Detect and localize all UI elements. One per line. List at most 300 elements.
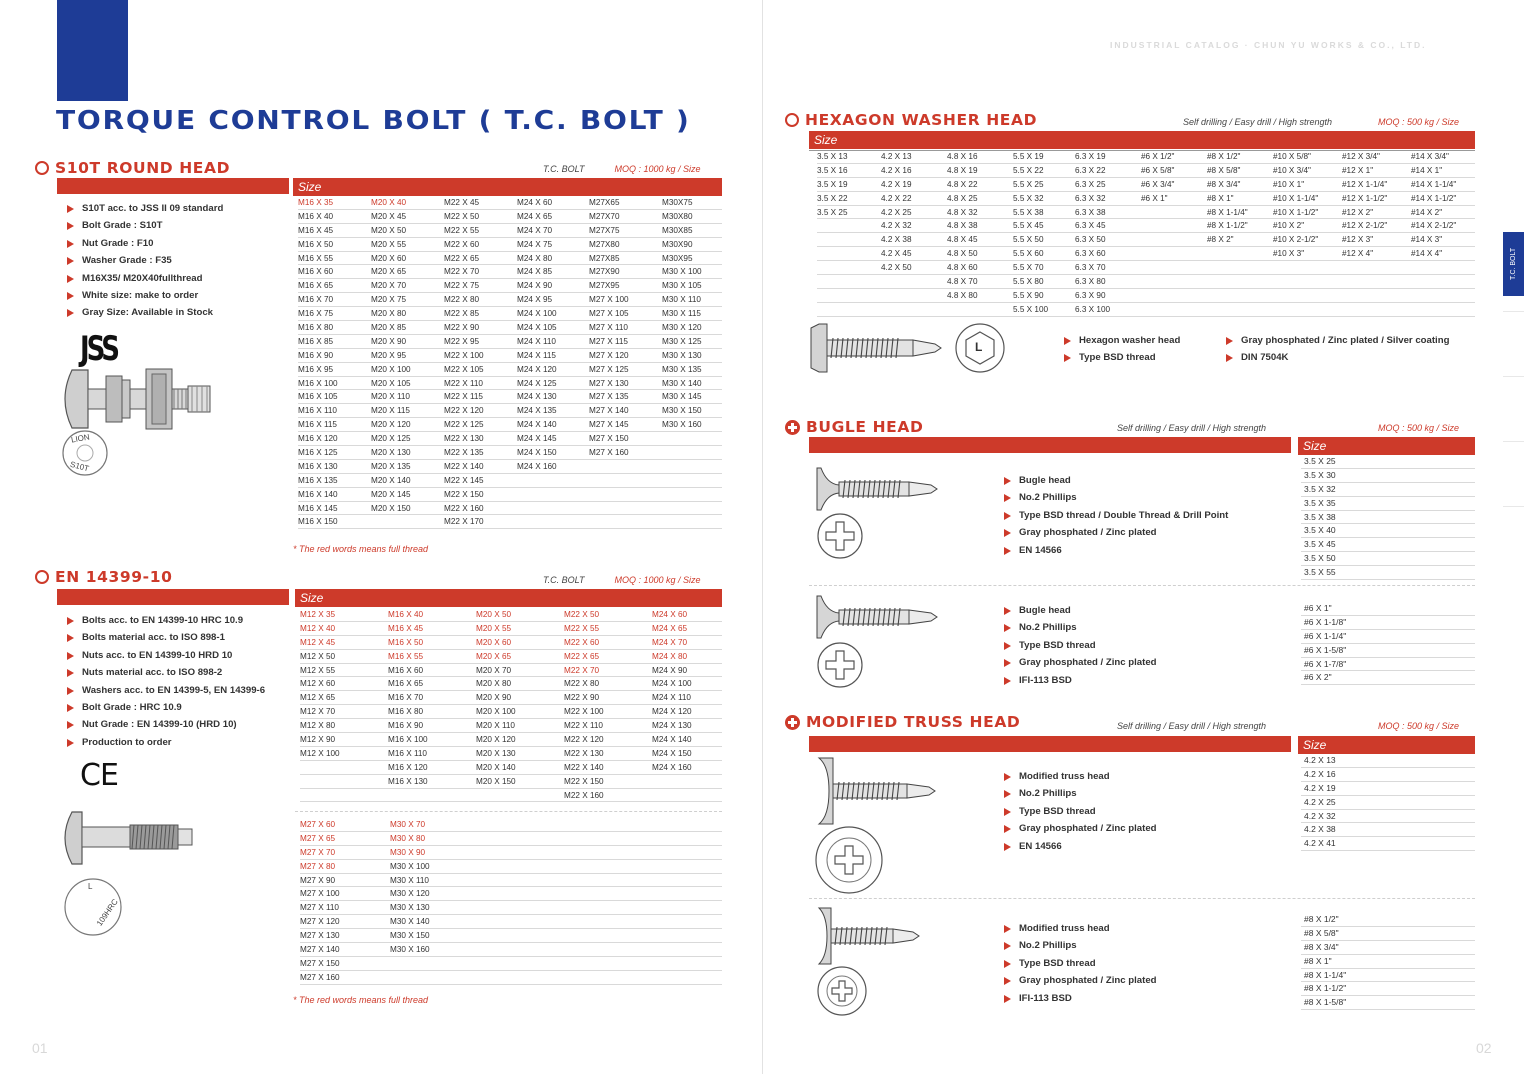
size-cell: M22 X 65: [564, 651, 600, 661]
size-cell: M16 X 70: [298, 295, 334, 305]
size-cell: 4.2 X 38: [1301, 823, 1475, 837]
size-cell: 5.5 X 45: [1013, 221, 1044, 231]
en14399-size-header: Size: [295, 589, 722, 607]
size-cell: 3.5 X 16: [817, 165, 848, 175]
size-cell: #6 X 1-7/8": [1301, 658, 1475, 672]
size-cell: [652, 789, 722, 802]
size-cell: [817, 219, 881, 232]
size-cell: M16 X 45: [298, 225, 334, 235]
size-cell: M27 X 130: [589, 378, 629, 388]
size-cell: [1207, 303, 1273, 316]
size-cell: M22 X 120: [444, 406, 484, 416]
table-row: [300, 650, 722, 664]
size-cell: M16 X 125: [298, 448, 338, 458]
size-cell: M22 X 110: [444, 378, 483, 388]
size-cell: M27X80: [589, 239, 620, 249]
size-cell: #8 X 1": [1207, 193, 1234, 203]
table-row: [300, 761, 722, 775]
feature-item: Modified truss head: [1003, 923, 1157, 940]
size-cell: 6.3 X 19: [1075, 152, 1106, 161]
size-cell: 3.5 X 55: [1301, 566, 1475, 580]
size-cell: M24 X 85: [517, 267, 553, 277]
hex-head-mark: L: [975, 340, 983, 354]
size-cell: [1141, 275, 1207, 288]
size-cell: M16 X 80: [298, 323, 334, 333]
size-cell: M27 X 115: [589, 336, 628, 346]
size-cell: M24 X 140: [652, 735, 692, 745]
table-row: [298, 224, 722, 238]
size-cell: 4.2 X 19: [881, 179, 912, 189]
size-cell: [476, 789, 564, 802]
size-cell: 3.5 X 25: [817, 207, 848, 217]
size-cell: 3.5 X 30: [1301, 469, 1475, 483]
size-cell: M16 X 145: [298, 503, 338, 513]
s10t-size-table: [298, 196, 722, 529]
size-cell: #6 X 2": [1301, 671, 1475, 685]
table-row: [298, 377, 722, 391]
feature-item: No.2 Phillips: [1003, 940, 1157, 957]
size-cell: #12 X 4": [1342, 249, 1374, 259]
feature-item: Hexagon washer head: [1063, 335, 1180, 352]
size-cell: 4.8 X 38: [947, 221, 978, 231]
size-cell: M22 X 160: [564, 790, 604, 800]
size-cell: #8 X 5/8": [1301, 927, 1475, 941]
size-cell: #12 X 2-1/2": [1342, 221, 1388, 231]
size-cell: M27 X 60: [300, 820, 336, 829]
size-cell: M20 X 60: [371, 253, 407, 263]
size-cell: 3.5 X 13: [817, 152, 848, 161]
size-cell: M20 X 150: [476, 776, 516, 786]
size-cell: M20 X 105: [371, 378, 411, 388]
size-cell: M30X75: [662, 198, 693, 207]
size-cell: 4.2 X 25: [1301, 796, 1475, 810]
size-cell: M24 X 65: [517, 211, 553, 221]
size-cell: M24 X 110: [652, 693, 691, 703]
size-cell: 4.8 X 25: [947, 193, 978, 203]
size-cell: [881, 303, 947, 316]
size-cell: M24 X 100: [517, 309, 557, 319]
size-cell: #6 X 1-5/8": [1301, 644, 1475, 658]
hex-moq: MOQ : 500 kg / Size: [1378, 117, 1460, 127]
size-cell: 6.3 X 50: [1075, 235, 1106, 245]
size-cell: M16 X 45: [388, 623, 424, 633]
en14399-meta: T.C. BOLT MOQ : 1000 kg / Size: [543, 575, 701, 585]
hex-features-a: [1063, 335, 1180, 370]
size-cell: #10 X 1": [1273, 179, 1305, 189]
en14399-size-table-large: [300, 818, 722, 985]
s10t-red-bar: [57, 178, 289, 194]
size-cell: M27X95: [589, 281, 620, 291]
size-cell: [1207, 261, 1273, 274]
size-cell: M20 X 65: [476, 651, 512, 661]
feature-item: Type BSD thread / Double Thread & Drill Point: [1003, 510, 1228, 527]
feature-item: Nuts material acc. to ISO 898-2: [66, 667, 265, 684]
size-cell: M24 X 95: [517, 295, 553, 305]
feature-item: Nut Grade : F10: [66, 238, 223, 255]
size-cell: M22 X 60: [444, 239, 480, 249]
page-number-left: 01: [32, 1040, 48, 1056]
size-cell: M16 X 60: [388, 665, 424, 675]
size-cell: M20 X 120: [371, 420, 411, 430]
size-cell: 6.3 X 22: [1075, 165, 1106, 175]
size-cell: M20 X 90: [476, 693, 512, 703]
table-row: [298, 238, 722, 252]
size-cell: #12 X 3": [1342, 235, 1374, 245]
table-row: [298, 210, 722, 224]
table-row: [298, 474, 722, 488]
size-cell: M22 X 110: [564, 721, 603, 731]
truss-moq: MOQ : 500 kg / Size: [1378, 721, 1460, 731]
size-cell: M20 X 145: [371, 489, 411, 499]
size-cell: M16 X 40: [388, 610, 424, 619]
feature-item: EN 14566: [1003, 841, 1157, 858]
size-cell: M22 X 115: [444, 392, 483, 402]
size-cell: M30X80: [662, 211, 693, 221]
size-cell: 4.2 X 16: [881, 165, 912, 175]
size-cell: [1273, 275, 1342, 288]
feature-item: M16X35/ M20X40fullthread: [66, 273, 223, 290]
truss-screw-illustration: [815, 758, 941, 824]
size-cell: M16 X 140: [298, 489, 338, 499]
size-cell: M20 X 135: [371, 461, 411, 471]
size-cell: #8 X 2": [1207, 235, 1234, 245]
size-cell: M22 X 85: [444, 309, 480, 319]
size-cell: M30 X 120: [390, 889, 430, 899]
size-cell: M22 X 140: [564, 762, 604, 772]
catalog-page-left: [0, 0, 760, 1074]
size-cell: M22 X 90: [564, 693, 600, 703]
size-cell: [1141, 247, 1207, 260]
size-cell: M20 X 50: [371, 225, 407, 235]
size-cell: M16 X 105: [298, 392, 338, 402]
size-cell: M24 X 120: [652, 707, 692, 717]
size-cell: M22 X 150: [444, 489, 484, 499]
size-cell: M27 X 65: [300, 833, 336, 843]
size-cell: M16 X 120: [298, 434, 338, 444]
table-row: [298, 321, 722, 335]
table-row: [298, 502, 722, 516]
size-cell: M30 X 115: [662, 309, 701, 319]
feature-item: Washers acc. to EN 14399-5, EN 14399-6: [66, 685, 265, 702]
size-cell: M30 X 110: [662, 295, 701, 305]
s10t-note: * The red words means full thread: [293, 544, 429, 554]
side-tab-divider: [1503, 506, 1524, 507]
size-cell: M30 X 140: [390, 917, 430, 927]
size-cell: M22 X 140: [444, 461, 484, 471]
size-cell: M16 X 120: [388, 762, 428, 772]
size-cell: [817, 261, 881, 274]
feature-item: Washer Grade : F35: [66, 255, 223, 272]
size-cell: M30X85: [662, 225, 693, 235]
size-cell: M22 X 95: [444, 336, 480, 346]
size-cell: M20 X 90: [371, 336, 407, 346]
size-cell: M24 X 160: [517, 461, 557, 471]
size-cell: [589, 502, 662, 515]
size-cell: M27 X 150: [300, 958, 340, 968]
size-cell: M27 X 110: [300, 903, 339, 913]
feature-item: Bugle head: [1003, 605, 1157, 622]
size-cell: 6.3 X 70: [1075, 263, 1106, 273]
size-cell: M24 X 105: [517, 323, 557, 333]
size-cell: M20 X 120: [476, 735, 516, 745]
table-row: [298, 432, 722, 446]
size-cell: #8 X 1-1/4": [1207, 207, 1248, 217]
size-cell: 4.2 X 13: [881, 152, 912, 161]
hex-size-table: [817, 150, 1475, 317]
size-cell: M20 X 110: [371, 392, 410, 402]
table-row: [817, 303, 1475, 317]
size-cell: #14 X 1-1/4": [1411, 179, 1457, 189]
size-cell: M24 X 100: [652, 679, 692, 689]
size-cell: [517, 488, 589, 501]
size-cell: #14 X 2-1/2": [1411, 221, 1457, 231]
size-cell: M22 X 105: [444, 364, 484, 374]
feature-item: No.2 Phillips: [1003, 492, 1228, 509]
size-cell: M16 X 65: [298, 281, 334, 291]
catalog-watermark: INDUSTRIAL CATALOG · CHUN YU WORKS & CO., LTD.: [1110, 40, 1427, 50]
size-cell: M24 X 120: [517, 364, 557, 374]
size-cell: M30 X 90: [390, 847, 426, 857]
feature-item: Bugle head: [1003, 475, 1228, 492]
size-cell: M27 X 160: [589, 448, 629, 458]
table-row: [298, 446, 722, 460]
feature-item: Production to order: [66, 737, 265, 754]
size-cell: M30 X 160: [662, 420, 702, 430]
feature-item: DIN 7504K: [1225, 352, 1449, 369]
table-row: [300, 664, 722, 678]
truss-features-a: [1003, 771, 1157, 858]
size-cell: M16 X 75: [298, 309, 334, 319]
en14399-size-table: [300, 608, 722, 802]
table-row: [817, 289, 1475, 303]
table-row: [300, 957, 722, 971]
plus-circle-icon: [785, 420, 800, 435]
size-cell: [662, 446, 722, 459]
size-cell: [947, 303, 1013, 316]
size-cell: [662, 432, 722, 445]
table-row: [300, 971, 722, 985]
size-cell: [817, 275, 881, 288]
brand-color-block: [57, 0, 128, 101]
size-cell: [817, 289, 881, 302]
size-cell: M22 X 150: [564, 776, 604, 786]
size-cell: [1207, 289, 1273, 302]
en14399-features: [66, 615, 265, 754]
size-cell: #8 X 1-1/2": [1207, 221, 1248, 231]
table-row: [298, 488, 722, 502]
size-cell: M16 X 50: [298, 239, 334, 249]
size-cell: #14 X 3": [1411, 235, 1443, 245]
size-cell: M20 X 140: [371, 475, 411, 485]
size-cell: M30X90: [662, 239, 693, 249]
size-cell: M12 X 50: [300, 651, 336, 661]
table-row: [300, 887, 722, 901]
size-cell: 4.8 X 45: [947, 235, 978, 245]
truss-sizes-a: [1301, 754, 1475, 851]
table-row: [300, 860, 722, 874]
size-cell: M24 X 130: [652, 721, 692, 731]
size-cell: [881, 275, 947, 288]
size-cell: M22 X 45: [444, 198, 480, 207]
size-cell: M12 X 90: [300, 735, 336, 745]
feature-item: Gray phosphated / Zinc plated / Silver coating: [1225, 335, 1449, 352]
table-row: [298, 279, 722, 293]
size-cell: [1207, 247, 1273, 260]
size-cell: 6.3 X 80: [1075, 277, 1106, 287]
feature-item: Gray phosphated / Zinc plated: [1003, 657, 1157, 674]
size-cell: 3.5 X 35: [1301, 497, 1475, 511]
s10t-features: [66, 203, 223, 325]
size-cell: M20 X 100: [371, 364, 411, 374]
size-cell: M16 X 55: [298, 253, 334, 263]
size-cell: 4.8 X 80: [947, 290, 978, 300]
size-cell: [662, 515, 722, 528]
size-cell: M16 X 60: [298, 267, 334, 277]
size-cell: M20 X 110: [476, 721, 515, 731]
size-cell: [300, 775, 388, 788]
circle-bullet-icon: [35, 570, 49, 584]
size-cell: M30 X 140: [662, 378, 702, 388]
size-cell: M30 X 130: [662, 350, 702, 360]
bugle-moq: MOQ : 500 kg / Size: [1378, 423, 1460, 433]
size-cell: [1411, 289, 1465, 302]
size-cell: 4.2 X 41: [1301, 837, 1475, 851]
s10t-section-title: S10T ROUND HEAD: [35, 159, 230, 177]
size-cell: 3.5 X 22: [817, 193, 848, 203]
size-cell: 4.2 X 22: [881, 193, 912, 203]
feature-item: IFI-113 BSD: [1003, 993, 1157, 1010]
phillips-head-top-view: [817, 513, 863, 559]
size-cell: M12 X 100: [300, 748, 340, 758]
feature-item: No.2 Phillips: [1003, 788, 1157, 805]
size-cell: M22 X 50: [444, 211, 480, 221]
size-cell: M22 X 100: [564, 707, 604, 717]
size-cell: M16 X 150: [298, 517, 338, 527]
size-cell: M27 X 145: [589, 420, 629, 430]
size-cell: 3.5 X 38: [1301, 511, 1475, 525]
size-cell: M12 X 35: [300, 610, 336, 619]
size-cell: 5.5 X 19: [1013, 152, 1044, 161]
size-cell: M16 X 110: [298, 406, 337, 416]
size-cell: [517, 515, 589, 528]
table-row: [817, 261, 1475, 275]
table-row: [298, 307, 722, 321]
table-row: [298, 265, 722, 279]
size-cell: [1411, 261, 1465, 274]
size-cell: M12 X 60: [300, 679, 336, 689]
size-cell: #14 X 1-1/2": [1411, 193, 1457, 203]
size-cell: 6.3 X 45: [1075, 221, 1106, 231]
table-row: [298, 252, 722, 266]
feature-item: IFI-113 BSD: [1003, 675, 1157, 692]
size-cell: [517, 502, 589, 515]
size-cell: M16 X 115: [298, 420, 337, 430]
size-cell: M12 X 40: [300, 623, 336, 633]
size-cell: M24 X 60: [652, 610, 688, 619]
size-cell: M16 X 65: [388, 679, 424, 689]
size-cell: M20 X 95: [371, 350, 407, 360]
washer-mark-top: LION: [70, 432, 91, 445]
size-cell: 3.5 X 25: [1301, 455, 1475, 469]
table-row: [817, 206, 1475, 220]
side-tab-tc-bolt[interactable]: T.C. BOLT: [1503, 232, 1524, 296]
size-cell: M27X65: [589, 198, 620, 207]
size-cell: M30 X 110: [390, 875, 429, 885]
size-cell: M16 X 100: [388, 735, 428, 745]
size-cell: 5.5 X 80: [1013, 277, 1044, 287]
table-row: [300, 818, 722, 832]
size-cell: M30 X 135: [662, 364, 702, 374]
size-cell: M24 X 65: [652, 623, 688, 633]
size-cell: 4.8 X 60: [947, 263, 978, 273]
bugle-red-bar: [809, 437, 1291, 453]
size-cell: M16 X 90: [298, 350, 334, 360]
round-head-bolt-illustration: [64, 366, 214, 432]
size-cell: [1342, 289, 1411, 302]
size-cell: M27 X 70: [300, 847, 336, 857]
table-row: [298, 349, 722, 363]
size-cell: M20 X 60: [476, 637, 512, 647]
size-cell: M16 X 100: [298, 378, 338, 388]
truss-size-header: Size: [1298, 736, 1475, 754]
size-cell: M30 X 80: [390, 833, 426, 843]
size-cell: [1273, 289, 1342, 302]
size-cell: M24 X 80: [652, 651, 688, 661]
size-cell: M20 X 45: [371, 211, 407, 221]
size-cell: [1273, 303, 1342, 316]
size-cell: M30 X 150: [662, 406, 702, 416]
size-cell: M16 X 135: [298, 475, 338, 485]
size-cell: [371, 515, 444, 528]
size-cell: M22 X 70: [564, 665, 600, 675]
size-cell: M20 X 70: [371, 281, 407, 291]
feature-item: EN 14566: [1003, 545, 1228, 562]
size-cell: [817, 233, 881, 246]
size-cell: M16 X 130: [388, 776, 428, 786]
size-cell: 6.3 X 25: [1075, 179, 1106, 189]
truss-sizes-b: [1301, 913, 1475, 1010]
size-cell: 6.3 X 38: [1075, 207, 1106, 217]
size-cell: 4.8 X 32: [947, 207, 978, 217]
size-cell: 5.5 X 70: [1013, 263, 1044, 273]
circle-bullet-icon: [785, 113, 799, 127]
size-cell: M20 X 75: [371, 295, 407, 305]
size-cell: M30 X 105: [662, 281, 702, 291]
size-cell: M20 X 85: [371, 323, 407, 333]
ce-mark: CE: [80, 758, 118, 793]
size-cell: M22 X 135: [444, 448, 484, 458]
size-cell: M20 X 80: [371, 309, 407, 319]
catalog-page-right: [762, 0, 1524, 1074]
size-cell: [662, 488, 722, 501]
table-row: [300, 775, 722, 789]
feature-item: Bolt Grade : S10T: [66, 220, 223, 237]
page-number-right: 02: [1476, 1040, 1492, 1056]
section-divider: [809, 585, 1475, 586]
table-row: [300, 915, 722, 929]
size-cell: [1342, 275, 1411, 288]
size-cell: 4.8 X 16: [947, 152, 978, 161]
feature-item: Bolts material acc. to ISO 898-1: [66, 632, 265, 649]
size-cell: 4.8 X 50: [947, 249, 978, 259]
circle-bullet-icon: [35, 161, 49, 175]
size-cell: M30 X 145: [662, 392, 702, 402]
size-cell: #12 X 1-1/2": [1342, 193, 1388, 203]
size-cell: [1141, 289, 1207, 302]
size-cell: M27X75: [589, 225, 620, 235]
size-cell: M20 X 130: [371, 448, 411, 458]
size-cell: 4.8 X 70: [947, 277, 978, 287]
